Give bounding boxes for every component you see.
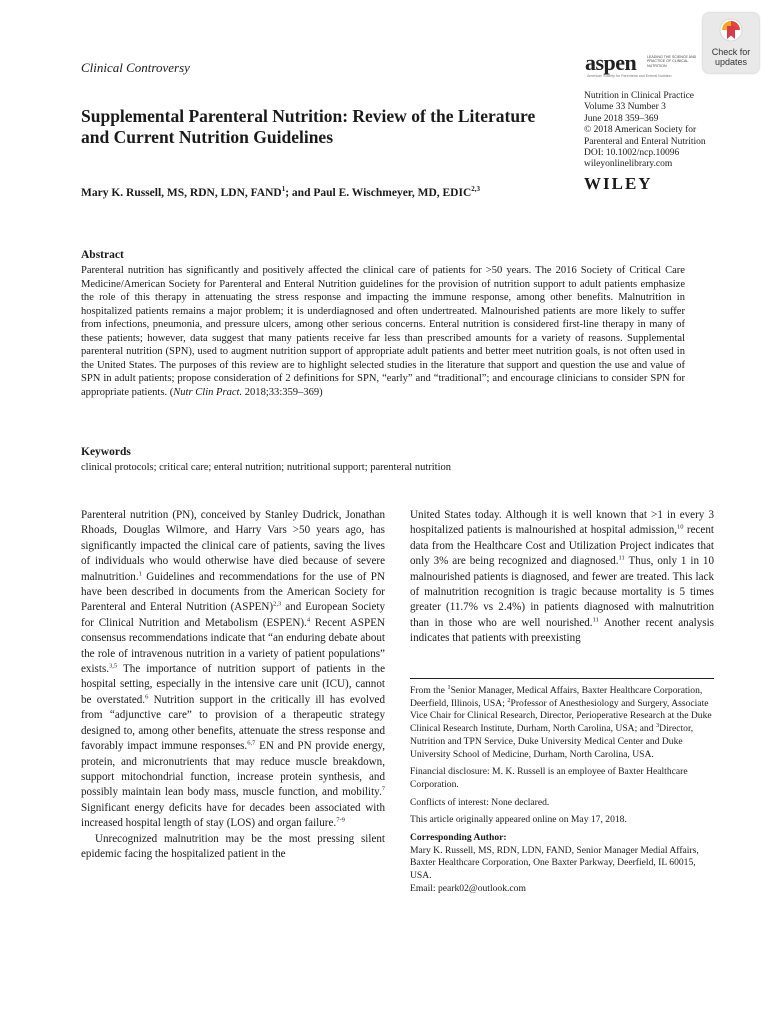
corresponding-author-email[interactable]: Email: peark02@outlook.com	[410, 882, 526, 894]
reference-mark[interactable]: 6,7	[247, 739, 256, 747]
author-1: Mary K. Russell, MS, RDN, LDN, FAND	[81, 187, 282, 199]
body-text: Parenteral nutrition (PN), conceived by Stanley Dudrick, Jonathan Rhoads, Douglas Wilmore, and Harry Vars >50 years ago, has significantly impacted the clinical care of patients, saving the lives of individuals who would otherwise have died because of severe malnutrition.	[81, 509, 385, 583]
author-line	[81, 187, 480, 199]
author-1-affiliation: 1	[281, 185, 286, 194]
body-text: Guidelines and recommendations for the use of PN have been described in documents from the American Society for Parenteral and Enteral Nutrition (ASPEN)	[81, 570, 385, 614]
author-2-affiliation: 2,3	[471, 185, 481, 194]
body-text: The importance of nutrition support of patients in the hospital setting, especially in the intensive care unit (ICU), cannot be overstated.	[81, 663, 385, 706]
body-text: Another recent analysis indicates that patients with preexisting	[410, 616, 714, 645]
aspen-tagline: LEADING THE SCIENCE AND PRACTICE OF CLINICAL NUTRITION	[647, 55, 697, 68]
body-text: and European Society for Clinical Nutrition and Metabolism (ESPEN).	[81, 601, 386, 629]
conflicts-of-interest: Conflicts of interest: None declared.	[410, 796, 550, 808]
affil-mark: 2	[507, 696, 511, 704]
journal-volume: Volume 33 Number 3	[584, 102, 666, 113]
reference-mark[interactable]: 10	[677, 523, 684, 531]
reference-mark[interactable]: 7	[381, 785, 385, 793]
body-text: Nutrition support in the critically ill has evolved from “adjunctive care” to provision of a therapeutic strategy designed to, among other benefits, attenuate the stress response and favorably impact immune responses.	[81, 693, 385, 753]
financial-disclosure: Financial disclosure: M. K. Russell is an employee of Baxter Healthcare Corporation.	[410, 766, 688, 790]
body-paragraph-continued	[410, 508, 714, 647]
journal-name: Nutrition in Clinical Practice	[584, 91, 695, 101]
corresponding-author-heading: Corresponding Author:	[410, 832, 507, 844]
reference-mark[interactable]: 4	[306, 616, 311, 624]
body-text: Recent ASPEN consensus recommendations indicate that “an enduring debate about the role of intravenous nutrition in a variety of patient populations” exists.	[81, 616, 386, 676]
body-paragraph-2: Unrecognized malnutrition may be the most pressing silent epidemic facing the hospitalized patient in the	[81, 832, 385, 860]
reference-mark[interactable]: 11	[618, 554, 625, 562]
reference-mark[interactable]: 2,3	[273, 600, 282, 608]
reference-mark[interactable]: 11	[592, 616, 599, 624]
affil-text: Director, Nutrition and TPN Service, Duke University Medical Center and Duke University School of Medicine, Durham, North Carolina, USA.	[410, 723, 694, 760]
publisher-logo: WILEY	[584, 174, 653, 193]
article-title: Supplemental Parenteral Nutrition: Review of the Literature and Current Nutrition Guidelines	[81, 106, 536, 147]
reference-mark[interactable]: 3,5	[109, 662, 118, 670]
body-column-left	[81, 508, 385, 862]
body-column-right	[410, 508, 714, 647]
check-for-updates-button[interactable]	[703, 13, 759, 73]
aspen-logo	[585, 50, 701, 78]
abstract-text: Parenteral nutrition has significantly and positively affected the clinical care of patients for >50 years. The 2016 Society of Critical Care Medicine/American Society for Parenteral and Enteral Nutrition guidelines for the provision of nutrition support to adult patients emphasize the role of this therapy in attenuating the stress response and impacting the immune response, among other benefits. Malnutrition in hospitalized patients remains a major problem; it is underdiagnosed and often undertreated. Malnourished patients are more likely to suffer from infections, pneumonia, and pressure ulcers, among other serious concerns. Enteral nutrition is considered first-line therapy in many of these patients; however, data suggest that many patients receive far less than prescribed amounts for a variety of reasons. Supplemental parenteral nutrition (SPN), used to augment nutrition support of appropriate adult patients and better meet nutrition goals, is not often used in the United States. The purposes of this review are to highlight selected studies in the literature that support and question the use and value of SPN in adult patients; propose consideration of 2 definitions for SPN, “early” and “traditional”; and encourage clinicians to consider SPN for appropriate patients. (	[81, 265, 685, 398]
affil-text: Senior Manager, Medical Affairs, Baxter Healthcare Corporation, Deerfield, Illinois, USA;	[410, 685, 703, 709]
body-text: Thus, only 1 in 10 malnourished patients is diagnosed, and fewer are treated. This lack of malnutrition recognition is tragic because mortality is 5 times greater (11.7% vs 2.4%) in patients diagnosed with malnutrition than in those who are well nourished.	[410, 555, 714, 629]
body-text: recent data from the Healthcare Cost and Utilization Project indicates that only 3% are being recognized and diagnosed.	[410, 524, 714, 568]
affil-mark: 3	[655, 721, 660, 729]
check-badge-line2: updates	[714, 57, 748, 67]
aspen-logo-text: aspen	[585, 50, 637, 75]
abstract-body	[81, 264, 685, 399]
reference-mark[interactable]: 6	[145, 693, 149, 701]
aspen-subline: American Society for Parenteral and Enteral Nutrition	[587, 74, 672, 78]
body-text: Significant energy deficits have for decades been associated with increased hospital length of stay (LOS) and organ failure.	[81, 801, 385, 830]
footnote-divider	[410, 678, 714, 679]
journal-date-pages: June 2018 359–369	[584, 113, 659, 124]
journal-info	[584, 91, 754, 171]
abstract-citation-journal: Nutr Clin Pract.	[173, 386, 243, 398]
keywords-heading: Keywords	[81, 446, 131, 458]
body-text: United States today. Although it is well known that >1 in every 3 hospitalized patients is malnourished at hospital admission,	[410, 509, 714, 537]
online-publication-note: This article originally appeared online on May 17, 2018.	[410, 814, 627, 826]
affil-mark: 1	[447, 683, 451, 691]
website-link[interactable]: wileyonlinelibrary.com	[584, 159, 673, 170]
affiliations-footnote	[410, 685, 714, 896]
body-paragraph-1	[81, 508, 385, 832]
corresponding-author-details: Mary K. Russell, MS, RDN, LDN, FAND, Senior Manager Medial Affairs, Baxter Healthcare Corporation, One Baxter Parkway, Deerfield, IL 60015, USA.	[410, 844, 699, 882]
section-label: Clinical Controversy	[81, 60, 190, 75]
author-2: ; and Paul E. Wischmeyer, MD, EDIC	[285, 187, 472, 199]
affiliations-paragraph	[410, 685, 714, 761]
abstract-heading: Abstract	[81, 249, 124, 261]
affil-text: From the	[410, 685, 448, 696]
check-badge-line1: Check for	[711, 47, 751, 57]
reference-mark[interactable]: 1	[138, 569, 142, 577]
keywords-list: clinical protocols; critical care; enteral nutrition; nutritional support; parenteral nutrition	[81, 462, 452, 473]
affil-text: Professor of Anesthesiology and Surgery, Associate Vice Chair for Clinical Research, Director, Perioperative Research at the Duke Clinical Research Institute, Durham, North Carolina, USA; and	[410, 697, 712, 735]
doi: DOI: 10.1002/ncp.10096	[584, 148, 680, 159]
body-text: EN and PN provide energy, protein, and micronutrients that may reduce muscle breakdown, support mitochondrial function, increase protein synthesis, and possibly maintain lean body mass, muscle function, and mobility.	[81, 740, 386, 799]
bookmark-icon	[718, 17, 744, 47]
abstract-citation-rest: 2018;33:359–369)	[242, 386, 323, 398]
copyright-line-1: © 2018 American Society for	[584, 125, 697, 136]
copyright-line-2: Parenteral and Enteral Nutrition	[584, 136, 706, 147]
reference-mark[interactable]: 7-9	[336, 816, 345, 824]
